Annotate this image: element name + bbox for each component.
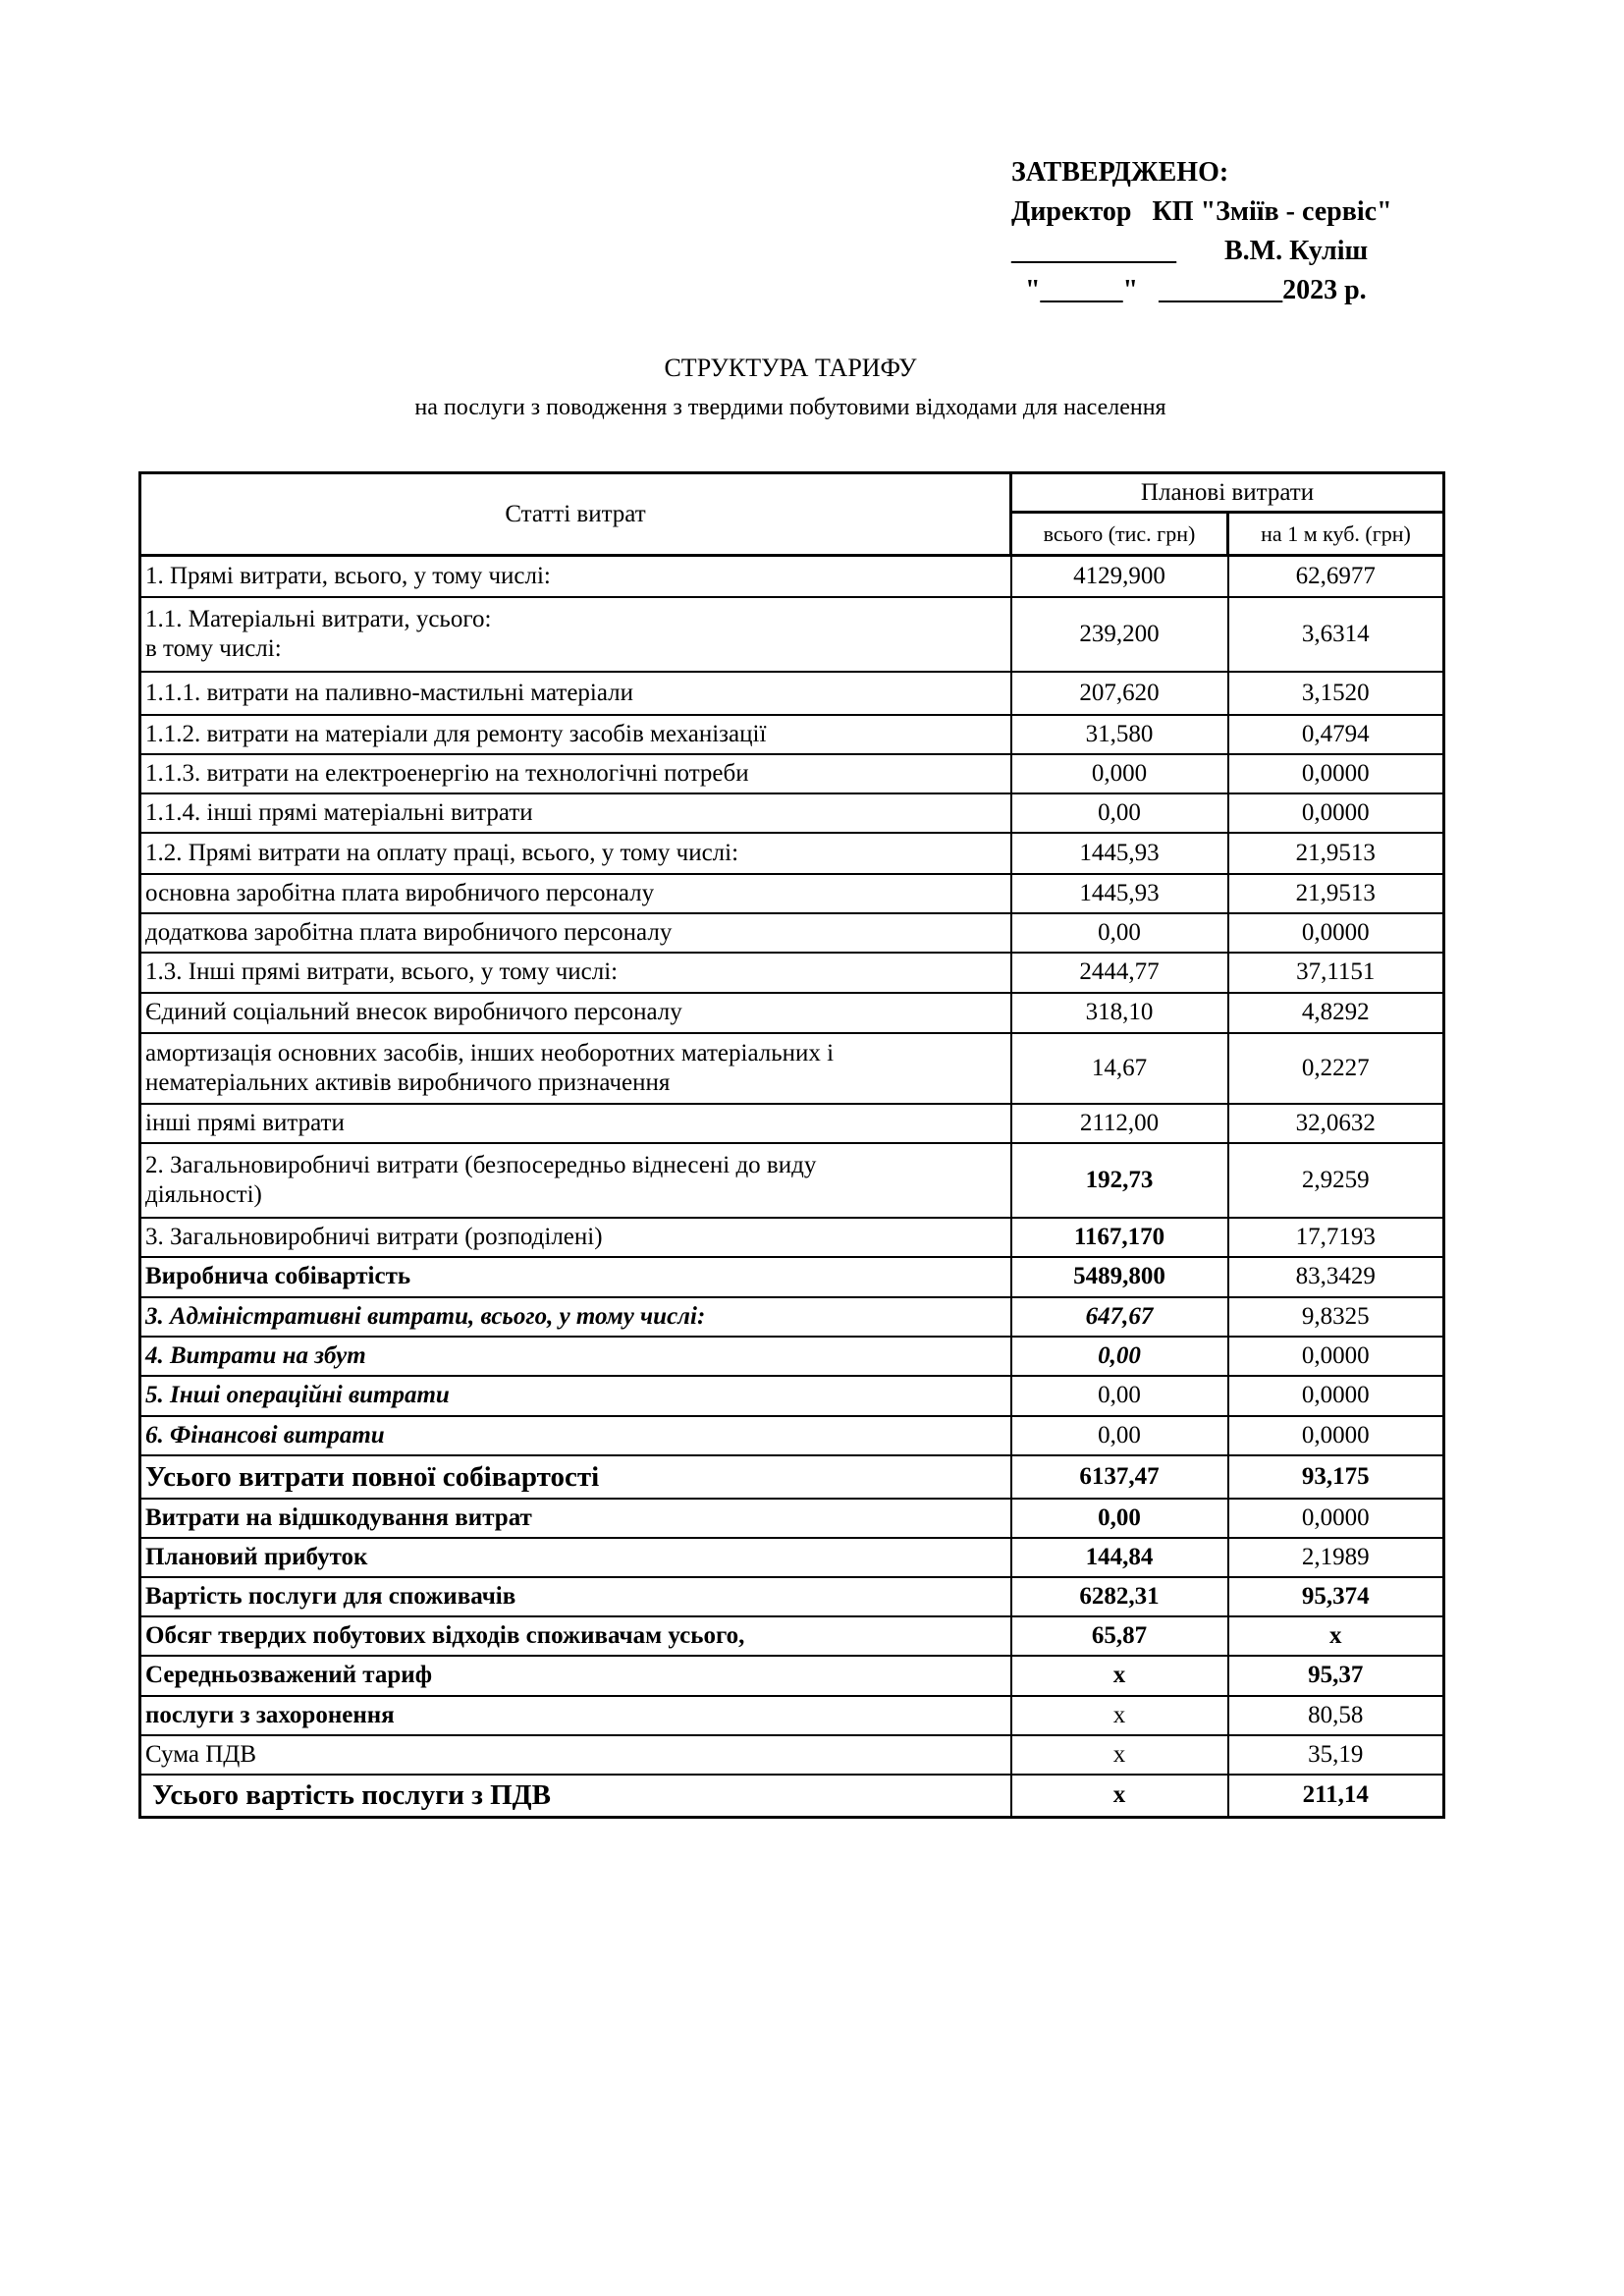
row-per-unit: 0,0000 bbox=[1228, 1416, 1444, 1455]
approval-date: "______" _________2023 р. bbox=[1011, 275, 1367, 305]
approval-director: Директор КП "Зміїв - сервіс" bbox=[1011, 196, 1392, 227]
table-row bbox=[140, 1257, 1444, 1297]
row-total: х bbox=[1011, 1656, 1228, 1696]
row-total: 31,580 bbox=[1011, 715, 1228, 754]
row-per-unit: 17,7193 bbox=[1228, 1218, 1444, 1257]
row-name: Єдиний соціальний внесок виробничого персоналу bbox=[140, 993, 1011, 1033]
table-row bbox=[140, 833, 1444, 874]
row-name-line1: 1.1. Матеріальні витрати, усього: bbox=[145, 605, 492, 632]
row-per-unit: 0,0000 bbox=[1228, 1376, 1444, 1416]
row-total: х bbox=[1011, 1775, 1228, 1818]
row-total: 318,10 bbox=[1011, 993, 1228, 1033]
row-per-unit: 93,175 bbox=[1228, 1455, 1444, 1499]
row-total: 2112,00 bbox=[1011, 1104, 1228, 1143]
row-total: 6137,47 bbox=[1011, 1455, 1228, 1499]
table-row bbox=[140, 913, 1444, 953]
table-row bbox=[140, 1696, 1444, 1735]
table-row bbox=[140, 1104, 1444, 1143]
row-name: 3. Адміністративні витрати, всього, у тому числі: bbox=[140, 1297, 1011, 1337]
approval-block bbox=[1011, 153, 1392, 310]
row-name: Сума ПДВ bbox=[140, 1735, 1011, 1775]
table-row bbox=[140, 1337, 1444, 1376]
row-total: 2444,77 bbox=[1011, 953, 1228, 993]
table-row bbox=[140, 1656, 1444, 1696]
row-total: 0,00 bbox=[1011, 1416, 1228, 1455]
row-total: 647,67 bbox=[1011, 1297, 1228, 1337]
table-row bbox=[140, 1297, 1444, 1337]
row-per-unit: 0,0000 bbox=[1228, 793, 1444, 833]
row-name: Усього витрати повної собівартості bbox=[140, 1455, 1011, 1499]
row-total: 0,00 bbox=[1011, 1376, 1228, 1416]
row-name: 1.1.2. витрати на матеріали для ремонту засобів механізації bbox=[140, 715, 1011, 754]
approval-signature: ____________ В.М. Куліш bbox=[1011, 236, 1369, 266]
row-total: 6282,31 bbox=[1011, 1577, 1228, 1616]
row-total: 65,87 bbox=[1011, 1616, 1228, 1656]
row-total: 0,00 bbox=[1011, 1337, 1228, 1376]
table-row bbox=[140, 993, 1444, 1033]
header-per-unit: на 1 м куб. (грн) bbox=[1228, 513, 1444, 556]
table-row bbox=[140, 1538, 1444, 1577]
document-subtitle: на послуги з поводження з твердими побутовими відходами для населення bbox=[414, 395, 1166, 420]
row-name: інші прямі витрати bbox=[140, 1104, 1011, 1143]
row-total: 5489,800 bbox=[1011, 1257, 1228, 1297]
row-per-unit: 0,0000 bbox=[1228, 754, 1444, 793]
row-per-unit: 0,4794 bbox=[1228, 715, 1444, 754]
table-row bbox=[140, 1499, 1444, 1538]
row-name: 5. Інші операційні витрати bbox=[140, 1376, 1011, 1416]
row-name-line1: амортизація основних засобів, інших необоротних матеріальних і bbox=[145, 1039, 835, 1066]
table-row bbox=[140, 597, 1444, 672]
row-per-unit: 0,0000 bbox=[1228, 1499, 1444, 1538]
row-total: х bbox=[1011, 1696, 1228, 1735]
row-total: 0,00 bbox=[1011, 1499, 1228, 1538]
header-planned-costs: Планові витрати bbox=[1011, 473, 1444, 513]
row-per-unit: 0,0000 bbox=[1228, 1337, 1444, 1376]
table-row bbox=[140, 1033, 1444, 1104]
table-row bbox=[140, 1376, 1444, 1416]
table-body bbox=[140, 556, 1444, 1818]
row-per-unit: 95,374 bbox=[1228, 1577, 1444, 1616]
row-per-unit: 95,37 bbox=[1228, 1656, 1444, 1696]
table-row bbox=[140, 874, 1444, 913]
table-row bbox=[140, 1577, 1444, 1616]
row-per-unit: 21,9513 bbox=[1228, 874, 1444, 913]
table-row bbox=[140, 1455, 1444, 1499]
row-name: Середньозважений тариф bbox=[140, 1656, 1011, 1696]
row-per-unit: 0,2227 bbox=[1228, 1033, 1444, 1104]
row-name-line2: діяльності) bbox=[145, 1180, 262, 1208]
row-total: 144,84 bbox=[1011, 1538, 1228, 1577]
row-total: 1167,170 bbox=[1011, 1218, 1228, 1257]
row-total: 0,00 bbox=[1011, 793, 1228, 833]
table-header bbox=[140, 473, 1444, 556]
row-name: 1.1.4. інші прямі матеріальні витрати bbox=[140, 793, 1011, 833]
row-name: 1. Прямі витрати, всього, у тому числі: bbox=[140, 556, 1011, 597]
row-name: 3. Загальновиробничі витрати (розподілені) bbox=[140, 1218, 1011, 1257]
row-total: 14,67 bbox=[1011, 1033, 1228, 1104]
row-total: 1445,93 bbox=[1011, 874, 1228, 913]
row-name: Обсяг твердих побутових відходів споживачам усього, bbox=[140, 1616, 1011, 1656]
row-name: Вартість послуги для споживачів bbox=[140, 1577, 1011, 1616]
row-name: 1.1.1. витрати на паливно-мастильні матеріали bbox=[140, 672, 1011, 715]
row-per-unit: 21,9513 bbox=[1228, 833, 1444, 874]
table-row bbox=[140, 1218, 1444, 1257]
row-per-unit: 32,0632 bbox=[1228, 1104, 1444, 1143]
table-row bbox=[140, 754, 1444, 793]
row-name-line2: нематеріальних активів виробничого призначення bbox=[145, 1068, 671, 1096]
row-per-unit: 211,14 bbox=[1228, 1775, 1444, 1818]
table-row bbox=[140, 1775, 1444, 1818]
row-name: 1.2. Прямі витрати на оплату праці, всього, у тому числі: bbox=[140, 833, 1011, 874]
row-total: 0,000 bbox=[1011, 754, 1228, 793]
row-name: додаткова заробітна плата виробничого персоналу bbox=[140, 913, 1011, 953]
row-per-unit: 83,3429 bbox=[1228, 1257, 1444, 1297]
row-per-unit: 3,1520 bbox=[1228, 672, 1444, 715]
row-name: основна заробітна плата виробничого персоналу bbox=[140, 874, 1011, 913]
row-per-unit: 4,8292 bbox=[1228, 993, 1444, 1033]
row-name: Усього вартість послуги з ПДВ bbox=[140, 1775, 1011, 1818]
approval-heading: ЗАТВЕРДЖЕНО: bbox=[1011, 157, 1229, 188]
row-name: Виробнича собівартість bbox=[140, 1257, 1011, 1297]
row-per-unit: 0,0000 bbox=[1228, 913, 1444, 953]
row-total: 4129,900 bbox=[1011, 556, 1228, 597]
row-name: 1.3. Інші прямі витрати, всього, у тому числі: bbox=[140, 953, 1011, 993]
row-total: 207,620 bbox=[1011, 672, 1228, 715]
table-row bbox=[140, 1735, 1444, 1775]
header-total: всього (тис. грн) bbox=[1011, 513, 1228, 556]
table-row bbox=[140, 1143, 1444, 1218]
row-per-unit: 3,6314 bbox=[1228, 597, 1444, 672]
row-name: 6. Фінансові витрати bbox=[140, 1416, 1011, 1455]
row-name-line1: 2. Загальновиробничі витрати (безпосередньо віднесені до виду bbox=[145, 1151, 817, 1178]
row-name: Плановий прибуток bbox=[140, 1538, 1011, 1577]
table-row bbox=[140, 1616, 1444, 1656]
row-name: послуги з захоронення bbox=[140, 1696, 1011, 1735]
table-row bbox=[140, 672, 1444, 715]
row-name bbox=[140, 597, 1011, 672]
row-total: 192,73 bbox=[1011, 1143, 1228, 1218]
tariff-table bbox=[138, 471, 1445, 1819]
row-per-unit: 2,9259 bbox=[1228, 1143, 1444, 1218]
table-row bbox=[140, 556, 1444, 597]
row-name bbox=[140, 1033, 1011, 1104]
row-name: 1.1.3. витрати на електроенергію на технологічні потреби bbox=[140, 754, 1011, 793]
header-articles: Статті витрат bbox=[140, 473, 1011, 556]
row-total: х bbox=[1011, 1735, 1228, 1775]
table-row bbox=[140, 715, 1444, 754]
table-row bbox=[140, 1416, 1444, 1455]
row-per-unit: 9,8325 bbox=[1228, 1297, 1444, 1337]
row-name: Витрати на відшкодування витрат bbox=[140, 1499, 1011, 1538]
row-name-line2: в тому числі: bbox=[145, 634, 282, 662]
row-per-unit: 2,1989 bbox=[1228, 1538, 1444, 1577]
row-per-unit: 80,58 bbox=[1228, 1696, 1444, 1735]
table-row bbox=[140, 953, 1444, 993]
row-total: 239,200 bbox=[1011, 597, 1228, 672]
table-row bbox=[140, 793, 1444, 833]
row-per-unit: х bbox=[1228, 1616, 1444, 1656]
document-title: СТРУКТУРА ТАРИФУ bbox=[664, 354, 917, 382]
row-name bbox=[140, 1143, 1011, 1218]
row-total: 1445,93 bbox=[1011, 833, 1228, 874]
row-name: 4. Витрати на збут bbox=[140, 1337, 1011, 1376]
row-total: 0,00 bbox=[1011, 913, 1228, 953]
row-per-unit: 37,1151 bbox=[1228, 953, 1444, 993]
row-per-unit: 35,19 bbox=[1228, 1735, 1444, 1775]
row-per-unit: 62,6977 bbox=[1228, 556, 1444, 597]
